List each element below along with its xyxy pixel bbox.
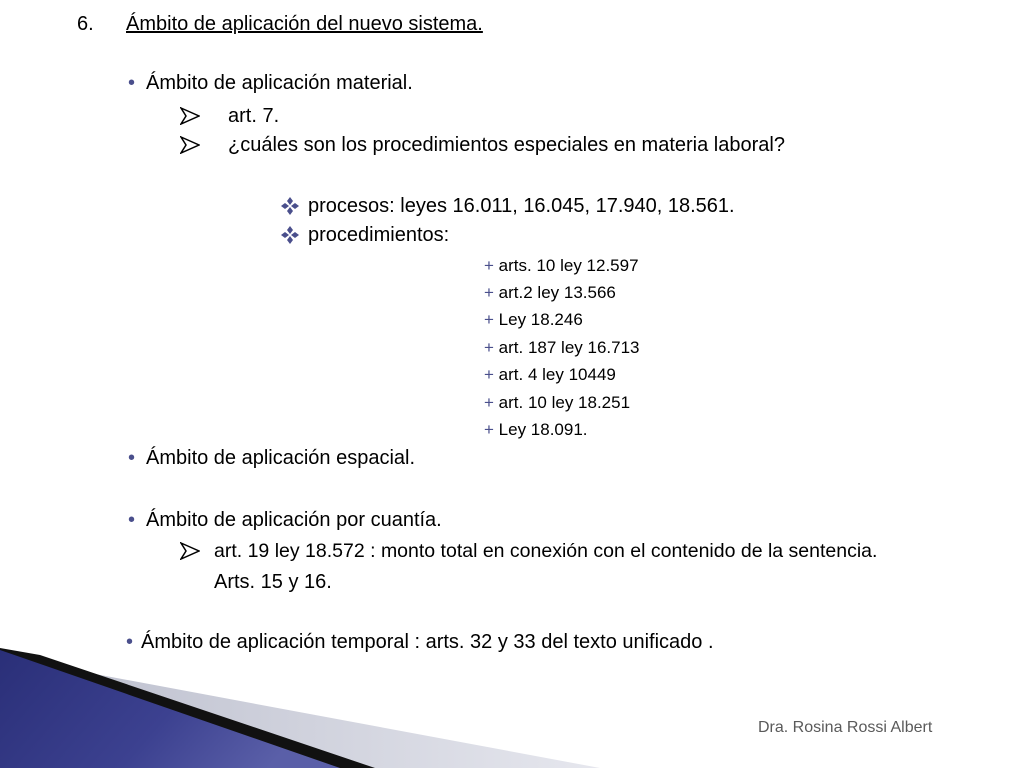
- bullet-icon: •: [128, 447, 136, 469]
- material-diamond-1: procesos: leyes 16.011, 16.045, 17.940, 18.561.: [308, 195, 735, 217]
- list-item-label: art. 4 ley 10449: [498, 365, 616, 384]
- cuantia-title: Ámbito de aplicación por cuantía.: [146, 509, 442, 531]
- bullet-icon: •: [128, 72, 136, 94]
- material-diamond-2: procedimientos:: [308, 224, 450, 246]
- plus-icon: +: [484, 283, 494, 302]
- footer-author: Dra. Rosina Rossi Albert: [758, 719, 933, 736]
- plus-icon: +: [484, 393, 494, 412]
- cuantia-arrow-line-1: art. 19 ley 18.572 : monto total en conexión con el contenido de la sentencia.: [214, 540, 878, 562]
- diamond-bullet-icon: [280, 196, 300, 216]
- plus-icon: +: [484, 256, 494, 275]
- material-title: Ámbito de aplicación material.: [146, 72, 413, 94]
- bullet-icon: •: [128, 509, 136, 531]
- list-item-label: art. 10 ley 18.251: [498, 393, 631, 412]
- plus-icon: +: [484, 365, 494, 384]
- material-arrow-1: art. 7.: [228, 105, 280, 127]
- list-item-label: art. 187 ley 16.713: [498, 338, 640, 357]
- list-item: [484, 256, 639, 276]
- list-item-label: Ley 18.091.: [498, 420, 588, 439]
- arrow-bullet-icon: [180, 107, 200, 125]
- cuantia-arrow-line-2: Arts. 15 y 16.: [214, 571, 332, 593]
- list-item: [484, 420, 588, 440]
- bullet-icon: •: [126, 631, 134, 653]
- page-title: Ámbito de aplicación del nuevo sistema.: [126, 13, 483, 35]
- list-item: [484, 338, 640, 358]
- material-arrow-2: ¿cuáles son los procedimientos especiales en materia laboral?: [228, 134, 785, 156]
- diamond-bullet-icon: [280, 225, 300, 245]
- plus-icon: +: [484, 420, 494, 439]
- list-item-label: Ley 18.246: [498, 310, 583, 329]
- list-item: [484, 365, 616, 385]
- list-item-label: arts. 10 ley 12.597: [498, 256, 639, 275]
- list-item: [484, 393, 630, 413]
- arrow-bullet-icon: [180, 136, 200, 154]
- list-item-label: art.2 ley 13.566: [498, 283, 616, 302]
- plus-icon: +: [484, 338, 494, 357]
- heading-number: 6.: [77, 13, 94, 35]
- temporal-title: Ámbito de aplicación temporal : arts. 32 y 33 del texto unificado .: [141, 631, 714, 653]
- arrow-bullet-icon: [180, 542, 200, 560]
- list-item: [484, 310, 583, 330]
- list-item: [484, 283, 616, 303]
- plus-icon: +: [484, 310, 494, 329]
- espacial-title: Ámbito de aplicación espacial.: [146, 447, 416, 469]
